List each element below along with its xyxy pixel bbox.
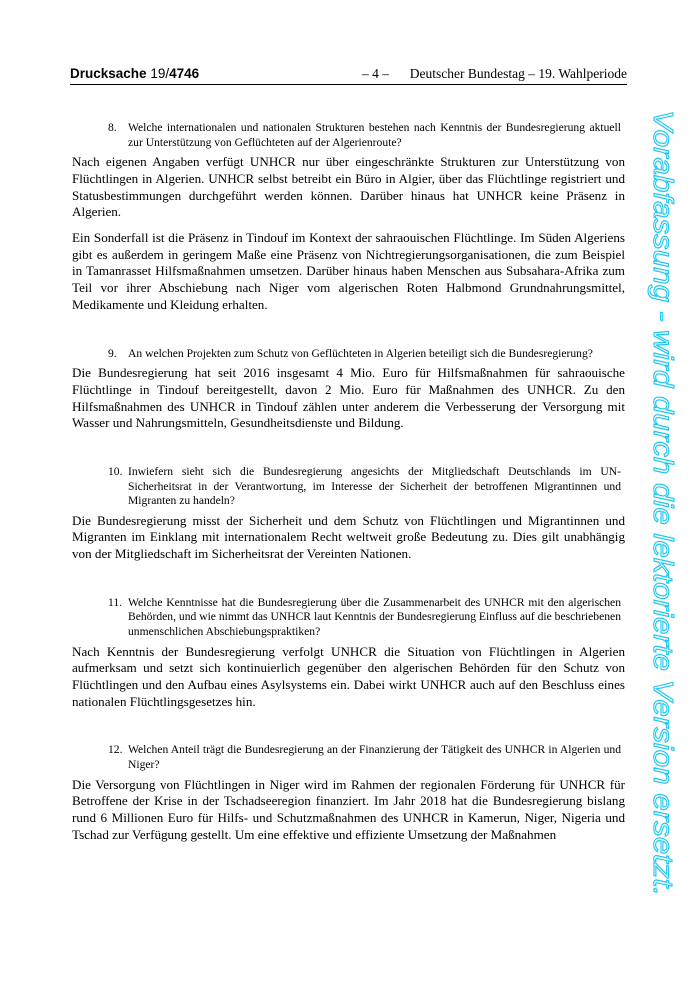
qa-section-11 — [72, 596, 625, 711]
answer-paragraph: Die Versorgung von Flüchtlingen in Niger wird im Rahmen der regionalen Förderung für UNHCR für Betroffene der Krise in der Tschadseeregion finanziert. Im Jahr 2018 hat die Bundesregierung bislang rund 6 Millionen Euro für Hilfs- und Schutzmaßnahmen des UNHCR in Kamerun, Niger, Nigeria und Tschad zur Verfügung gestellt. Um eine effektive und effiziente Umsetzung der Maßnahmen — [72, 776, 625, 842]
question-text: Welche internationalen und nationalen Strukturen bestehen nach Kenntnis der Bundesregierung aktuell zur Unterstützung von Geflüchteten auf der Algerienroute? — [128, 121, 621, 149]
question — [108, 596, 625, 640]
qa-section-12 — [72, 743, 625, 843]
doc-number-prefix: 19/ — [150, 66, 170, 81]
doc-number: 4746 — [169, 66, 200, 81]
qa-section-8 — [72, 121, 625, 314]
doc-label: Drucksache — [70, 66, 147, 81]
qa-section-10 — [72, 465, 625, 563]
question-text: Welche Kenntnisse hat die Bundesregierung über die Zusammenarbeit des UNHCR mit den algerischen Behörden, und wie nimmt das UNHCR laut Kenntnis der Bundesregierung Einfluss auf die beschriebenen unmenschlichen Abschiebungspraktiken? — [128, 595, 621, 638]
question-number: 9. — [108, 346, 117, 360]
question — [108, 121, 625, 150]
document-reference — [70, 66, 199, 81]
question-text: An welchen Projekten zum Schutz von Geflüchteten in Algerien beteiligt sich die Bundesregierung? — [128, 346, 593, 360]
question-text: Inwiefern sieht sich die Bundesregierung angesichts der Mitgliedschaft Deutschlands im UN-Sicherheitsrat in der Verantwortung, im Interesse der Sicherheit der betroffenen Migrantinnen und Migranten zu handeln? — [128, 464, 621, 508]
draft-watermark — [644, 108, 684, 898]
qa-section-9 — [72, 347, 625, 432]
question-text: Welchen Anteil trägt die Bundesregierung an der Finanzierung der Tätigkeit des UNHCR in Algerien und Niger? — [128, 743, 621, 771]
header-rule — [70, 84, 627, 85]
page-header — [70, 64, 627, 84]
publisher-name: Deutscher Bundestag – 19. Wahlperiode — [409, 66, 627, 81]
question-number: 12. — [108, 743, 123, 757]
answer-paragraph: Nach eigenen Angaben verfügt UNHCR nur über eingeschränkte Strukturen zur Unterstützung von Flüchtlingen in Algerien. UNHCR selbst betreibt ein Büro in Algier, über das Flüchtlinge registriert und Statusbestimmungen durchgeführt werden können. Darüber hinaus hat UNHCR keine Präsenz in Algerien. — [72, 154, 625, 220]
page-number: – 4 – — [362, 66, 389, 81]
answer-paragraph: Die Bundesregierung hat seit 2016 insgesamt 4 Mio. Euro für Hilfsmaßnahmen für sahraouische Flüchtlinge in Tindouf bereitgestellt, davon 2 Mio. Euro für Maßnahmen des UNHCR. Zu den Hilfsmaßnahmen des UNHCR in Tindouf zählen unter anderem die Verbesserung der Versorgung mit Wasser und Nahrungsmitteln, Gesundheitsdienste und Bildung. — [72, 365, 625, 431]
question — [108, 347, 625, 362]
answer-paragraph: Ein Sonderfall ist die Präsenz in Tindouf im Kontext der sahraouischen Flüchtlinge. Im Süden Algeriens gibt es außerdem in geringem Maße eine Präsenz von Nichtregierungsorganisationen, die zum Beispiel in Tamanrasset Hilfsmaßnahmen umsetzen. Darüber hinaus haben Menschen aus Subsahara-Afrika zum Teil vor ihrer Abschiebung nach Niger vom algerischen Roten Halbmond Grundnahrungsmittel, Medikamente und Kleidung erhalten. — [72, 230, 625, 312]
question — [108, 743, 625, 772]
question — [108, 465, 625, 509]
document-body — [72, 121, 625, 843]
question-number: 11. — [108, 595, 123, 609]
question-number: 10. — [108, 464, 123, 478]
answer-paragraph: Nach Kenntnis der Bundesregierung verfolgt UNHCR die Situation von Flüchtlingen in Algerien aufmerksam und setzt sich kontinuierlich gegenüber den algerischen Behörden für den Schutz von Flüchtlingen und den Aufbau eines Asylsystems ein. Dabei wirkt UNHCR auch auf den Beschluss eines nationalen Flüchtlingsgesetzes hin. — [72, 643, 625, 709]
question-number: 8. — [108, 121, 117, 134]
answer-paragraph: Die Bundesregierung misst der Sicherheit und dem Schutz von Flüchtlingen und Migrantinnen und Migranten im Einklang mit internationalem Recht weltweit große Bedeutung zu. Dies gilt unabhängig von der Mitgliedschaft im Sicherheitsrat der Vereinten Nationen. — [72, 512, 625, 562]
watermark-text: Vorabfassung - wird durch die lektorierte Version ersetzt. — [648, 110, 679, 813]
